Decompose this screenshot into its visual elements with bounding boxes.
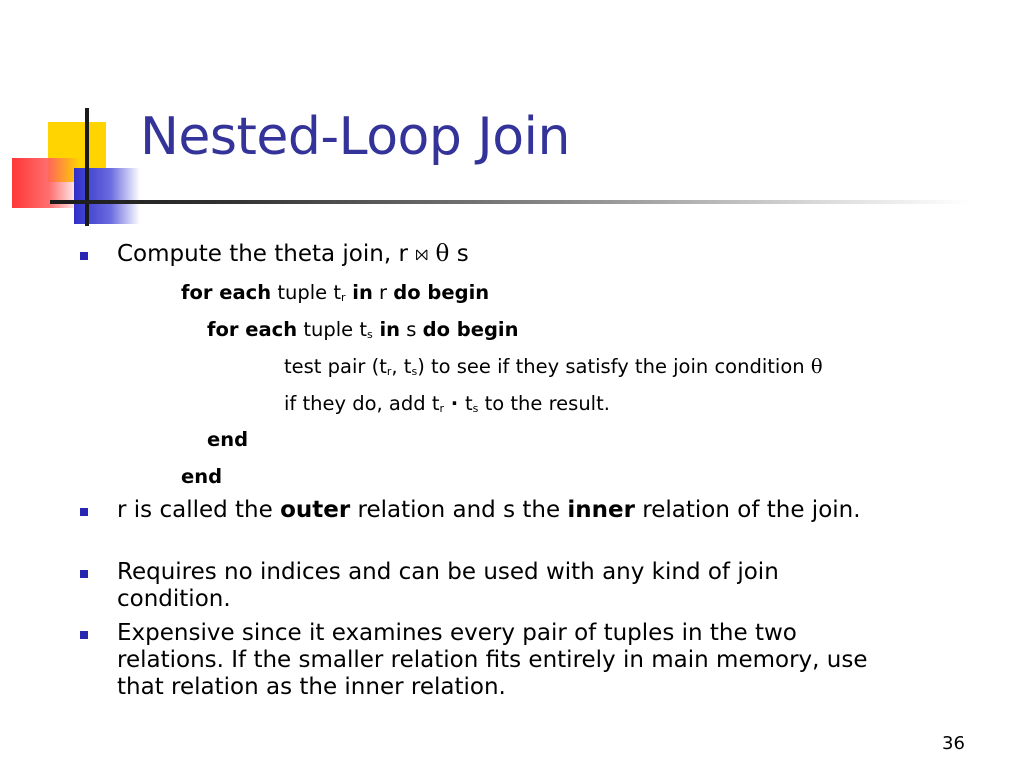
bullet-marker	[80, 508, 88, 516]
theta-symbol: θ	[810, 355, 823, 378]
bullet-expensive: Expensive since it examines every pair of tuples in the two relations. If the smaller relation fits entirely in main memory, use that relation as the inner relation.	[117, 620, 868, 700]
code-line-test-pair: test pair (tr, ts) to see if they satisfy the join condition θ	[284, 355, 823, 378]
bullet-marker	[80, 631, 88, 639]
code-line-outer-loop: for each tuple tr in r do begin	[181, 281, 490, 304]
slide-title: Nested-Loop Join	[140, 107, 570, 167]
code-line-add-result: if they do, add tr · ts to the result.	[284, 392, 610, 415]
bullet-marker	[80, 570, 88, 578]
code-line-end-outer: end	[181, 465, 223, 488]
bullet-theta-join	[117, 241, 897, 268]
code-line-inner-loop: for each tuple ts in s do begin	[207, 318, 519, 341]
theta-symbol: θ	[435, 241, 450, 267]
bullet-outer-inner: r is called the outer relation and s the inner relation of the join.	[117, 497, 861, 523]
bullet-marker	[80, 252, 88, 260]
bullet-text: Compute the theta join, r	[117, 241, 416, 267]
code-line-end-inner: end	[207, 428, 249, 451]
join-symbol: ⨝	[415, 245, 429, 264]
bullet-no-indices: Requires no indices and can be used with any kind of join condition.	[117, 559, 779, 612]
bullet-text-s: s	[449, 241, 469, 267]
page-number: 36	[942, 733, 965, 754]
